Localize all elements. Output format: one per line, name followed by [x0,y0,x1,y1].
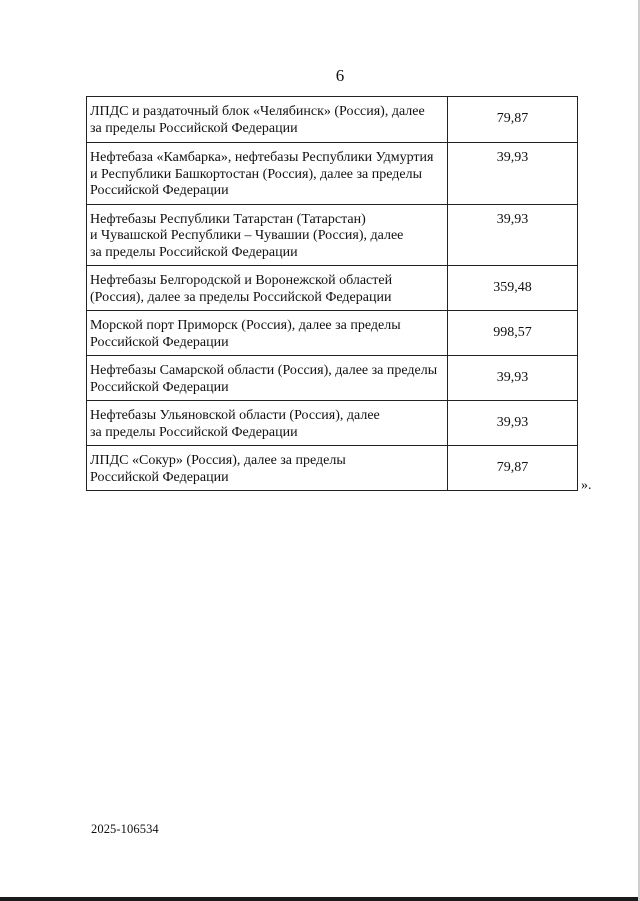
route-cell: ЛПДС и раздаточный блок «Челябинск» (Россия), далее за пределы Российской Федерации [87,97,448,143]
rate-cell: 39,93 [448,401,578,446]
scan-bottom-edge [0,897,640,901]
page-number: 6 [335,66,345,85]
route-cell: Морской порт Приморск (Россия), далее за пределы Российской Федерации [87,311,448,356]
route-cell: Нефтебазы Самарской области (Россия), далее за пределы Российской Федерации [87,356,448,401]
rate-cell: 998,57 [448,311,578,356]
rate-cell: 39,93 [448,204,578,266]
route-cell: Нефтебазы Республики Татарстан (Татарстан) и Чувашской Республики – Чувашии (Россия), далее за пределы Российской Федерации [87,204,448,266]
rate-cell: 79,87 [448,97,578,143]
document-number: 2025-106534 [91,822,159,836]
table-row [87,97,578,143]
route-cell: ЛПДС «Сокур» (Россия), далее за пределы Российской Федерации [87,446,448,491]
tariff-table [86,96,578,491]
table-row [87,266,578,311]
route-cell: Нефтебаза «Камбарка», нефтебазы Республики Удмуртия и Республики Башкортостан (Россия), далее за пределы Российской Федерации [87,143,448,205]
table-row [87,311,578,356]
rate-cell: 359,48 [448,266,578,311]
closing-quote: ». [581,478,592,493]
rate-cell: 79,87 [448,446,578,491]
table-row [87,401,578,446]
table-row [87,204,578,266]
rate-cell: 39,93 [448,356,578,401]
rate-cell: 39,93 [448,143,578,205]
table-row [87,356,578,401]
route-cell: Нефтебазы Ульяновской области (Россия), далее за пределы Российской Федерации [87,401,448,446]
route-cell: Нефтебазы Белгородской и Воронежской областей (Россия), далее за пределы Российской Федерации [87,266,448,311]
table-row [87,143,578,205]
table-row [87,446,578,491]
